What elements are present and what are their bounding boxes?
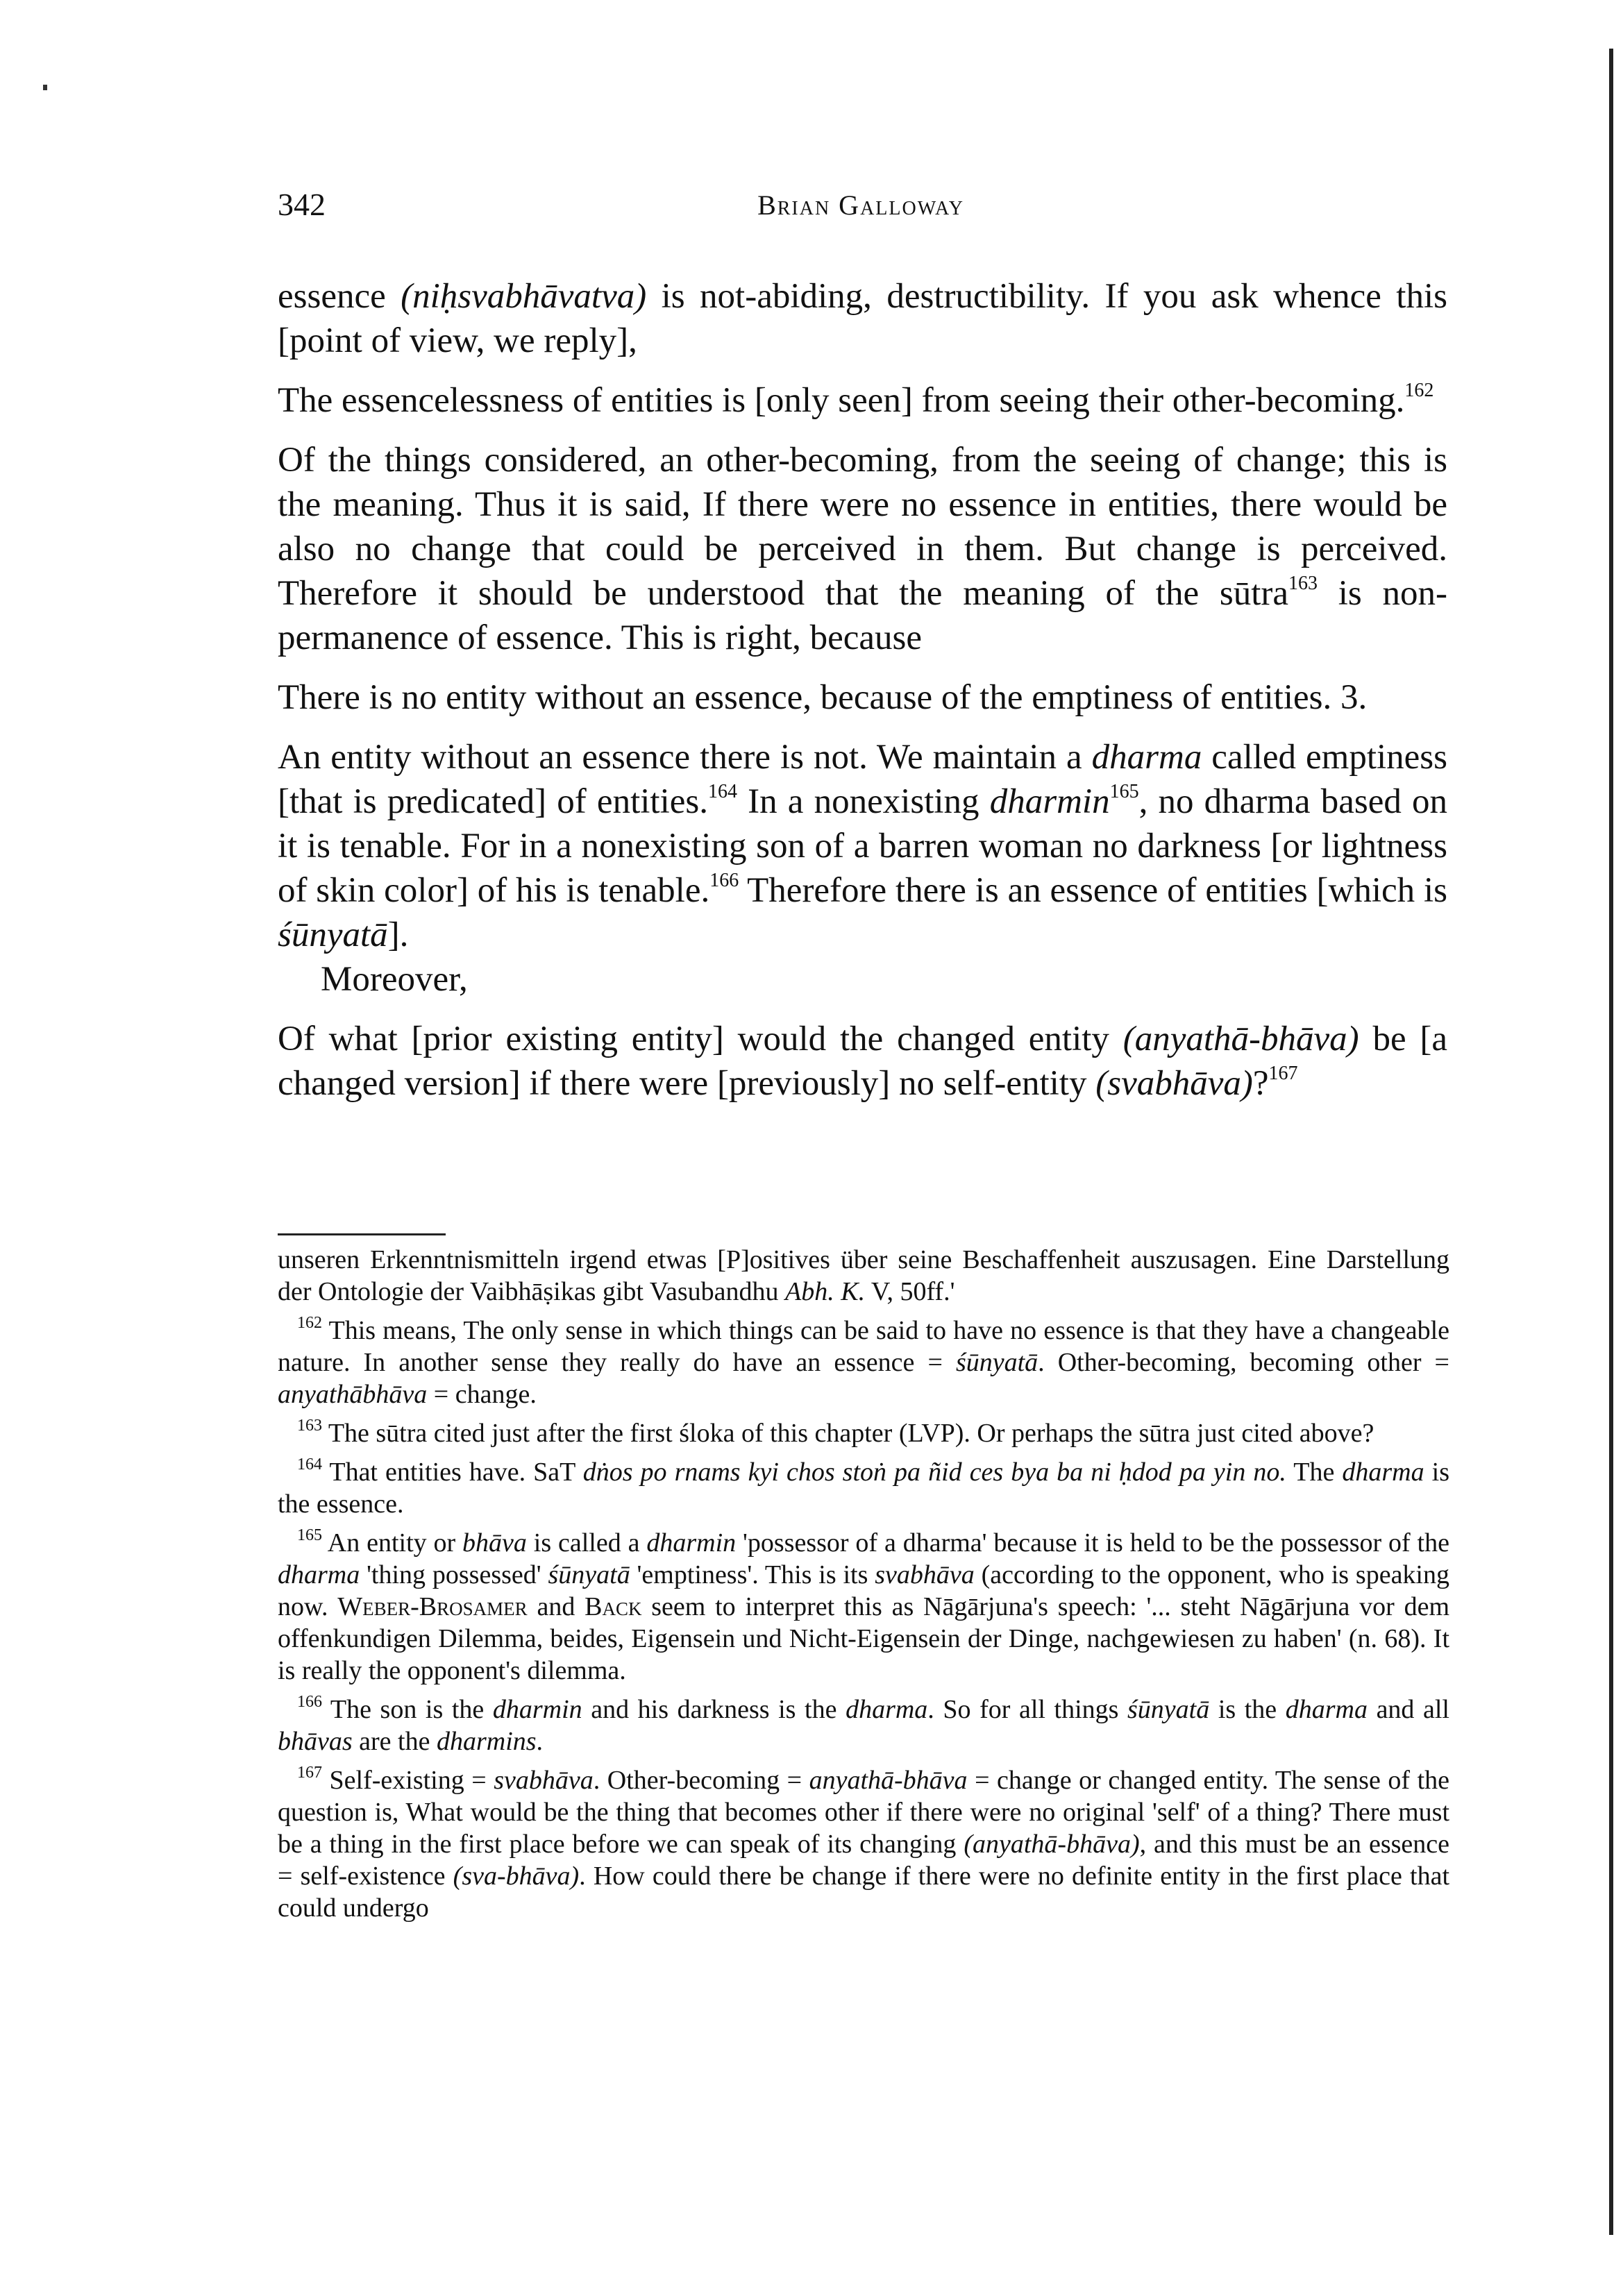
paragraph: Moreover, (321, 960, 468, 999)
paragraph: An entity without an essence there is not. We maintain a dharma called emptiness [that is predicated] of entities.$^{164}$ In a nonexisting dharmin$^{165}$, no dharma based on it is tenable. For in a nonexisting son of a barren woman no darkness [or lightness of skin color] of his is tenable.$^{166}$ Therefore there is an essence of entities [which is śūnyatā]. (278, 738, 1448, 954)
footnote-continuation: unseren Erkenntnismitteln irgend etwas [P]ositives über seine Beschaffenheit auszusagen. Eine Darstellung der Ontologie der Vaibhāṣikas gibt Vasubandhu Abh. K. V, 50ff.' (278, 1245, 1449, 1306)
footnote-162: $^{162}$ This means, The only sense in which things can be said to have no essence is that they have a changeable nature. In another sense they really do have an essence = śūnyatā. Other-becoming, becoming other = anyathābhāva = change. (278, 1314, 1449, 1409)
footnote-ref: 162 (1404, 380, 1434, 401)
scan-edge-rule (1609, 49, 1613, 2235)
footnote-167: $^{167}$ Self-existing = svabhāva. Other-becoming = anyathā-bhāva = change or changed entity. The sense of the question is, What would be the thing that becomes other if there were no original 'self' of a thing? There must be a thing in the first place before we can speak of its changing (anyathā-bhāva), and this must be an essence = self-existence (sva-bhāva). How could there be change if there were no definite entity in the first place that could undergo (278, 1764, 1449, 1923)
verse: There is no entity without an essence, because of the emptiness of entities. 3. (278, 678, 1368, 717)
footnote-166: $^{166}$ The son is the dharmin and his darkness is the dharma. So for all things śūnyatā is the dharma and all bhāvas are the dharmins. (278, 1693, 1449, 1756)
footnote-ref: 164 (707, 781, 737, 802)
footnote-ref: 163 (1288, 573, 1318, 594)
footnote-separator (278, 1233, 446, 1235)
verse: The essencelessness of entities is [only seen] from seeing their other-becoming.$^{162}$ (278, 380, 1434, 420)
footnote-ref: 166 (709, 870, 739, 891)
footnotes (278, 1244, 1449, 1931)
main-text (278, 274, 1447, 1106)
paragraph: Of the things considered, an other-becoming, from the seeing of change; this is the meaning. Thus it is said, If there were no essence in entities, there would be also no change that could be perceived in them. But change is perceived. Therefore it should be understood that the meaning of the sūtra$^{163}$ is non-permanence of essence. This is right, because (278, 441, 1447, 657)
verse: Of what [prior existing entity] would the changed entity (anyathā-bhāva) be [a changed version] if there were [previously] no self-entity (svabhāva)?$^{167}$ (278, 1020, 1447, 1103)
footnote-163: $^{163}$ The sūtra cited just after the first śloka of this chapter (LVP). Or perhaps the sūtra just cited above? (297, 1417, 1374, 1448)
paragraph: essence (niḥsvabhāvatva) is not-abiding, destructibility. If you ask whence this [point of view, we reply], (278, 277, 1447, 360)
footnote-ref: 167 (1268, 1063, 1298, 1084)
footnote-165: $^{165}$ An entity or bhāva is called a dharmin 'possessor of a dharma' because it is held to be the possessor of the dharma 'thing possessed' śūnyatā 'emptiness'. This is its svabhāva (according to the opponent, who is speaking now. Weber-Brosamer and Back seem to interpret this as Nāgārjuna's speech: '... steht Nāgārjuna vor dem offenkundigen Dilemma, beides, Eigensein und Nicht-Eigensein der Dinge, nachgewiesen zu haben' (n. 68). It is really the opponent's dilemma. (278, 1526, 1450, 1685)
running-head: Brian Galloway (757, 189, 964, 221)
footnote-164: $^{164}$ That entities have. SaT dṅos po rnams kyi chos stoṅ pa ñid ces bya ba ni ḥdod pa yin no. The dharma is the essence. (278, 1455, 1449, 1519)
scan-speck (43, 85, 47, 90)
page-header (278, 186, 1444, 228)
footnote-ref: 165 (1109, 781, 1139, 802)
page-number: 342 (278, 187, 326, 222)
